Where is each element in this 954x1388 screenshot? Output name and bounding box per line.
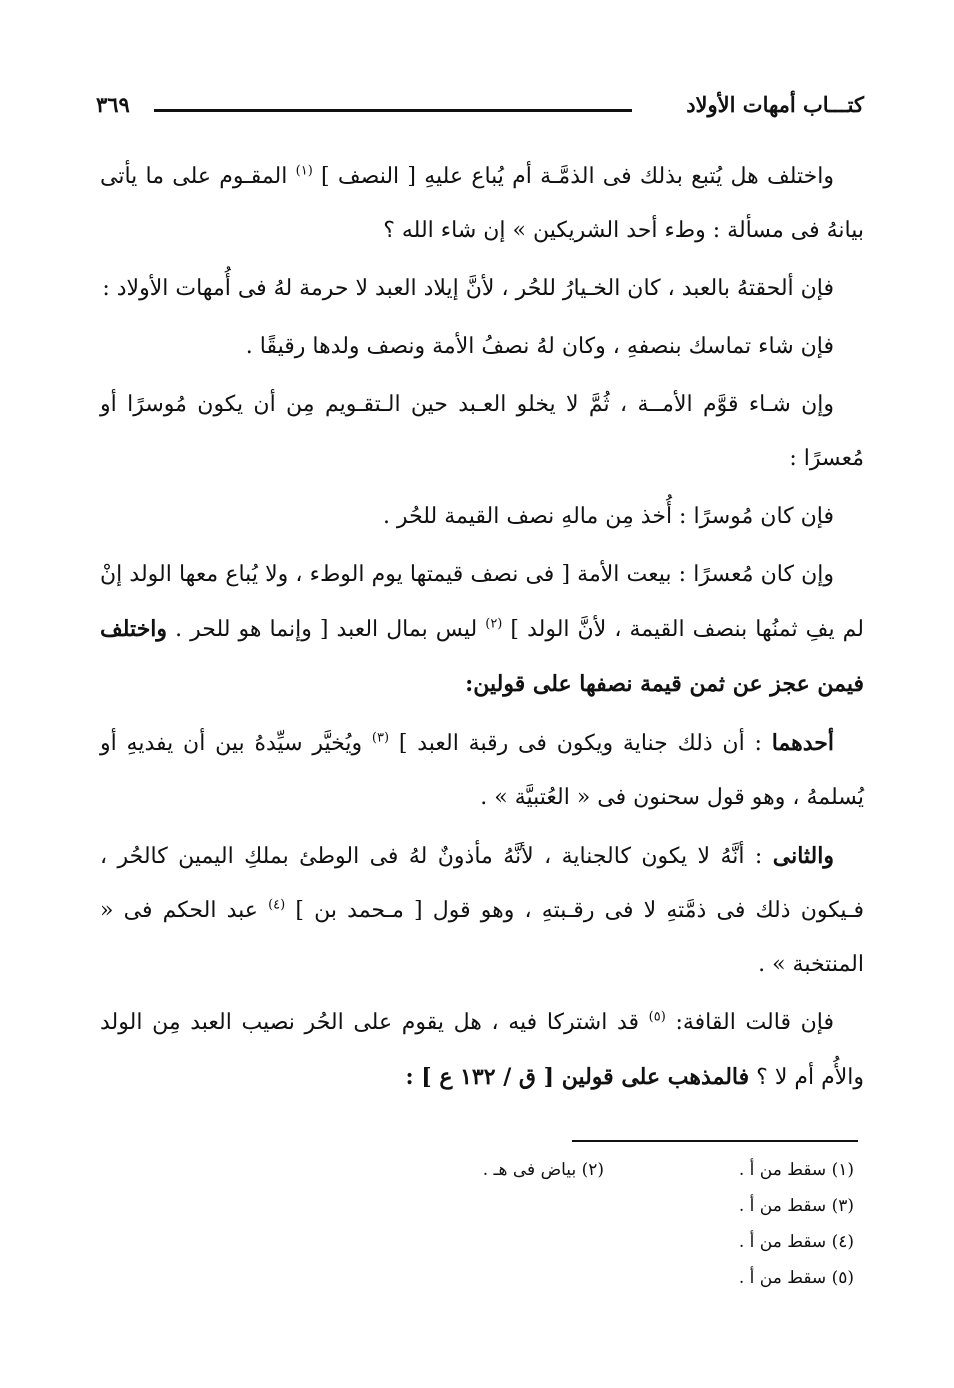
paragraph: فإن شاء تماسك بنصفهِ ، وكان لهُ نصفُ الأمة ونصف ولدها رقيقًا . xyxy=(245,334,834,359)
text-run: المقـوم على ما يأتى بيانهُ فى مسألة : وطء أحد الشريكين » إن شاء الله ؟ xyxy=(100,164,864,243)
text-run: قد اشتركا فيه ، هل يقوم على الحُر نصيب العبد مِن الولد والأُم أم لا ؟ xyxy=(100,1010,864,1090)
text-run: عبد الحكم فى « المنتخبة » . xyxy=(100,898,864,977)
body-text xyxy=(100,150,864,1109)
text-run: : أنَّهُ لا يكون كالجناية ، لأنَّهُ مأذونٌ لهُ فى الوطئ بملكِ اليمين كالحُر ، فـيكون ذلك فى ذمَّتهِ لا فى رقـبتهِ ، وهو قول [ مـحمد بن ] xyxy=(100,844,864,923)
footnote: (٢) بياض فى هـ . xyxy=(482,1160,604,1180)
lead-word: أحدهما xyxy=(771,730,835,756)
paragraph xyxy=(100,548,864,712)
book-title: كتـــاب أمهات الأولاد xyxy=(686,92,864,117)
footnote-ref: (٥) xyxy=(648,1009,666,1025)
bold-text: واختلف فيمن عجز عن ثمن قيمة نصفها على قولين: xyxy=(100,616,864,697)
paragraph xyxy=(100,829,864,992)
paragraph xyxy=(100,996,864,1105)
footnote-ref: (٤) xyxy=(268,897,286,913)
page-number: ٣٦٩ xyxy=(96,92,130,117)
footnote: (١) سقط من أ . xyxy=(738,1160,854,1180)
footnote: (٣) سقط من أ . xyxy=(738,1196,854,1216)
paragraph xyxy=(100,716,864,825)
running-header xyxy=(96,92,864,126)
lead-word: والثانى xyxy=(772,843,834,869)
text-run: واختلف هل يُتبع بذلك فى الذمَّـة أم يُباع عليهِ [ النصف ] xyxy=(312,164,834,189)
footnote-ref: (١) xyxy=(295,163,313,179)
footnote-ref: (٣) xyxy=(371,730,390,746)
footnote: (٤) سقط من أ . xyxy=(738,1232,854,1252)
header-rule xyxy=(154,109,632,112)
paragraph: فإن كان مُوسرًا : أُخذ مِن مالهِ نصف القيمة للحُر . xyxy=(382,504,834,529)
text-run: : أن ذلك جناية ويكون فى رقبة العبد ] xyxy=(389,731,772,756)
text-run: ويُخيَّر سيِّدهُ بين أن يفديهِ أو يُسلمهُ ، وهو قول سحنون فى « العُتبيَّة » . xyxy=(100,731,864,810)
text-run: فإن قالت القافة: xyxy=(665,1010,834,1035)
text-run: ليس بمال العبد [ وإنما هو للحر . xyxy=(167,617,486,642)
footnote-separator xyxy=(572,1140,858,1142)
paragraph xyxy=(100,150,864,258)
text-run: وإن كان مُعسرًا : بيعت الأمة [ فى نصف قيمتها يوم الوطء ، ولا يُباع معها الولد إنْ لم يفِ ثمنُها بنصف القيمة ، لأنَّ الولد ] xyxy=(100,562,864,642)
bold-text: فالمذهب على قولين [ ق / ١٣٢ ع ] : xyxy=(405,1064,750,1090)
paragraph: فإن ألحقتهُ بالعبد ، كان الخـيارُ للحُر ، لأنَّ إيلاد العبد لا حرمة لهُ فى أُمهات الأولاد : xyxy=(102,276,834,301)
footnote: (٥) سقط من أ . xyxy=(738,1268,854,1288)
paragraph: وإن شـاء قوَّم الأمــة ، ثُمَّ لا يخلو العـبد حين الـتقـويم مِن أن يكون مُوسرًا أو مُعسرًا : xyxy=(100,392,864,471)
footnote-ref: (٢) xyxy=(485,616,503,632)
footnotes xyxy=(394,1152,854,1302)
